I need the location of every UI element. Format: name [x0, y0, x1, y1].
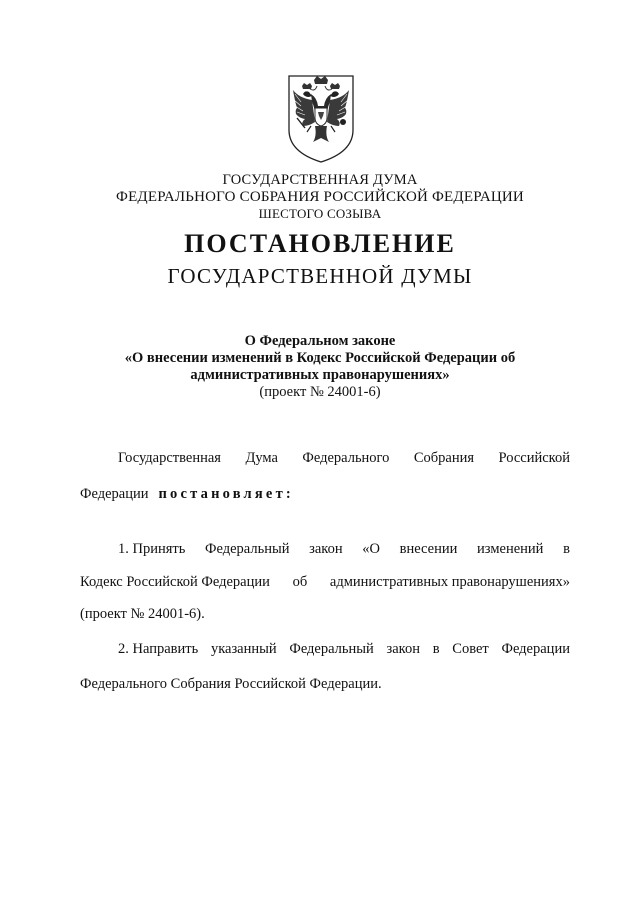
word: Федеральный — [205, 541, 290, 557]
item-2-line-1 — [118, 641, 570, 658]
word: закон — [309, 541, 343, 557]
russian-coat-of-arms-icon — [283, 72, 359, 164]
item-1-line-3: (проект № 24001-6). — [80, 606, 205, 622]
item-1-line-1 — [118, 541, 570, 558]
word: в — [432, 641, 440, 657]
document-subtitle: ГОСУДАРСТВЕННОЙ ДУМЫ — [167, 264, 473, 288]
item-2-line-2: Федерального Собрания Российской Федерации. — [80, 676, 382, 692]
word: Кодекс Российской Федерации — [80, 574, 270, 590]
word: Государственная — [118, 450, 221, 466]
project-number: (проект № 24001-6) — [259, 384, 381, 400]
word: «О — [362, 541, 380, 557]
word: Федерального — [302, 450, 390, 466]
law-title-line-2: «О внесении изменений в Кодекс Российской Федерации об — [124, 350, 516, 366]
word: 1. Принять — [118, 541, 186, 557]
header-federal-assembly: ФЕДЕРАЛЬНОГО СОБРАНИЯ РОССИЙСКОЙ ФЕДЕРАЦИИ — [116, 189, 524, 205]
law-title-line-1: О Федеральном законе — [244, 333, 396, 349]
item-1-line-2 — [80, 574, 570, 591]
intro-line-2 — [80, 486, 570, 503]
word: Дума — [245, 450, 278, 466]
word: административных правонарушениях» — [329, 574, 570, 590]
word: Собрания — [413, 450, 475, 466]
word: внесении — [399, 541, 458, 557]
header-duma: ГОСУДАРСТВЕННАЯ ДУМА — [222, 172, 418, 188]
word: закон — [386, 641, 420, 657]
word: Федеральный — [289, 641, 374, 657]
header-convocation: ШЕСТОГО СОЗЫВА — [258, 206, 382, 221]
word: указанный — [210, 641, 277, 657]
word: Федерации — [501, 641, 570, 657]
resolves-verb: постановляет: — [158, 486, 294, 502]
word: Совет — [452, 641, 489, 657]
law-title-line-3: административных правонарушениях» — [190, 367, 450, 383]
word: в — [563, 541, 570, 557]
word: Российской — [498, 450, 570, 466]
document-title: ПОСТАНОВЛЕНИЕ — [184, 229, 456, 258]
word: изменений — [477, 541, 544, 557]
word: 2. Направить — [118, 641, 199, 657]
intro-line-1 — [118, 450, 570, 467]
word: об — [292, 574, 308, 590]
word: Федерации — [80, 486, 149, 502]
